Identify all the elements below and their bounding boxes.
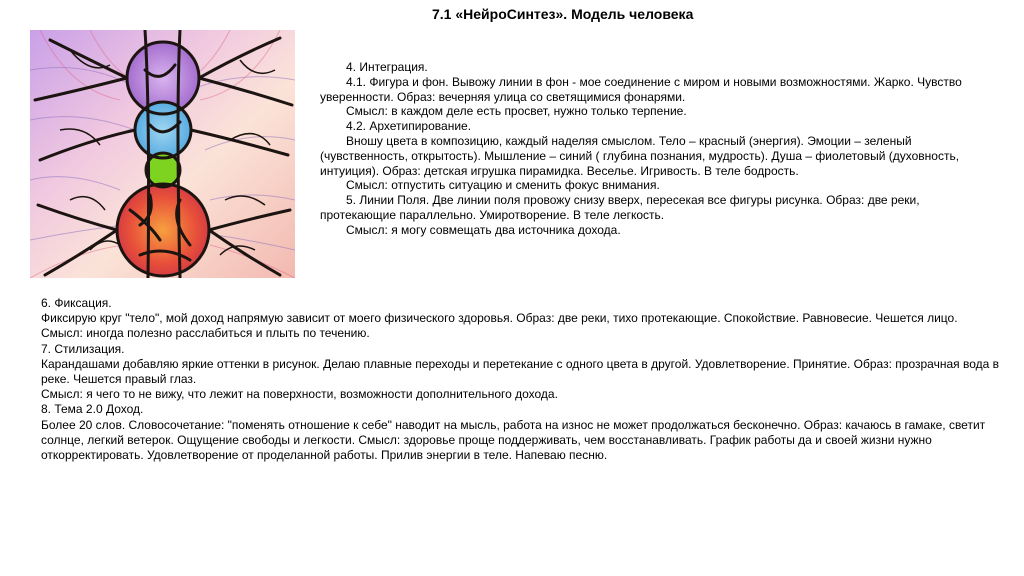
stylization-heading: 7. Стилизация. [41,341,125,356]
meaning-line: Смысл: отпустить ситуацию и сменить фокус внимания. [346,178,660,193]
theme-paragraph: Более 20 слов. Словосочетание: "поменять отношение к себе" наводит на мысль, работа на износ не может продолжаться бесконечно. Образ: качаюсь в гамаке, светит солнце, легкий ветерок. Ощущение свободы и легкости. Смысл: здоровье проще поддерживать, чем восстанавливать. График работы да и своей жизни нужно откорректировать. Удовлетворение от проделанной работы. Прилив энергии в теле. Напеваю песню. [41,417,986,463]
colors-paragraph: Вношу цвета в композицию, каждый наделяя смыслом. Тело – красный (энергия). Эмоции – зеленый (чувственность, открытость). Мышление – синий ( глубина познания, мудрость). Душа – фиолетовый (духовность, интуиция). Образ: детская игрушка пирамидка. Веселье. Игривость. В теле бодрость. [320,133,960,178]
figure-background-paragraph: 4.1. Фигура и фон. Вывожу линии в фон - мое соединение с миром и новыми возможностями. Жарко. Чувство уверенности. Образ: вечерняя улица со светящимися фонарями. [320,74,962,104]
field-lines-paragraph: 5. Линии Поля. Две линии поля провожу снизу вверх, пересекая все фигуры рисунка. Образ: две реки, протекающие параллельно. Умиротворение. В теле легкость. [320,193,920,222]
meaning-line: Смысл: я чего то не вижу, что лежит на поверхности, возможности дополнительного дохода. [41,387,558,402]
bottom-text-block [41,296,1001,463]
neurographic-drawing [30,30,295,278]
meaning-line: Смысл: я могу совмещать два источника дохода. [346,222,621,237]
integration-heading: 4. Интеграция. [346,60,428,74]
meaning-line: Смысл: в каждом деле есть просвет, нужно только терпение. [346,104,687,119]
fixation-heading: 6. Фиксация. [41,296,112,310]
theme-heading: 8. Тема 2.0 Доход. [41,402,144,417]
fixation-paragraph: Фиксирую круг "тело", мой доход напрямую зависит от моего физического здоровья. Образ: две реки, тихо протекающие. Спокойствие. Равновесие. Чешется лицо. Смысл: иногда полезно расслабиться и плыть по течению. [41,311,958,341]
archetype-heading: 4.2. Архетипирование. [346,119,472,134]
slide-title: 7.1 «НейроСинтез». Модель человека [432,6,694,22]
stylization-paragraph: Карандашами добавляю яркие оттенки в рисунок. Делаю плавные переходы и перетекание с одного цвета в другой. Удовлетворение. Принятие. Образ: прозрачная вода в реке. Чешется правый глаз. [41,356,999,387]
right-text-block [320,60,992,238]
